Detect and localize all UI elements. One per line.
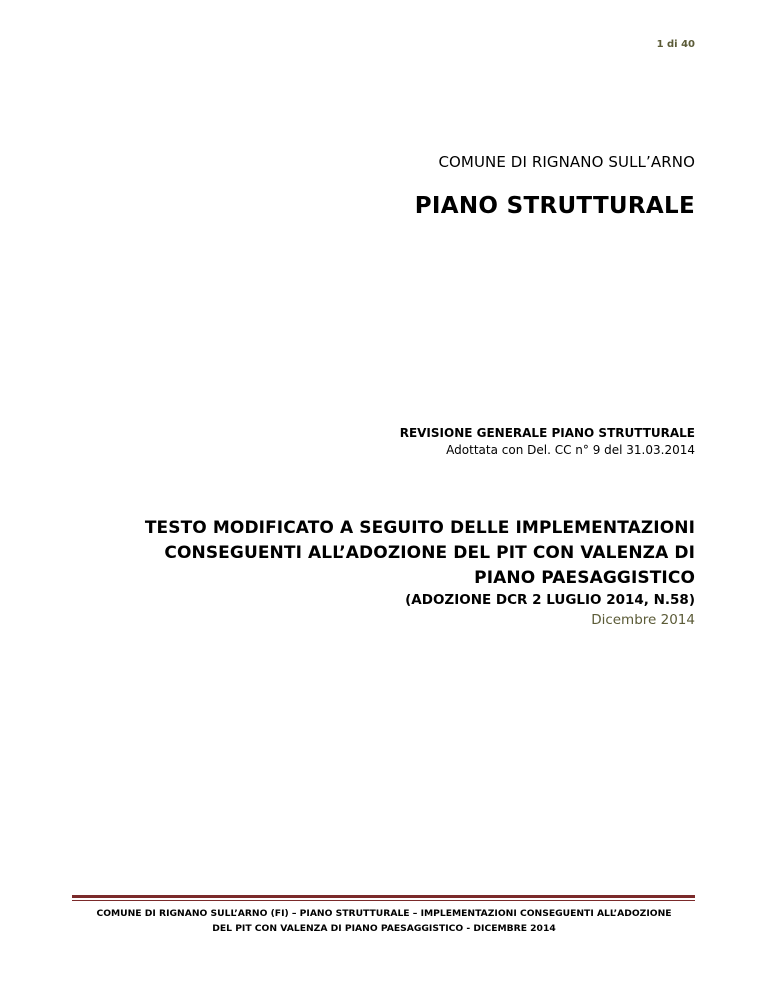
document-date: Dicembre 2014 <box>591 612 695 628</box>
modified-text-heading: TESTO MODIFICATO A SEGUITO DELLE IMPLEMENTAZIONI CONSEGUENTI ALL’ADOZIONE DEL PIT CON VALENZA DI PIANO PAESAGGISTICO <box>144 518 695 588</box>
footer-line-1: COMUNE DI RIGNANO SULL’ARNO (FI) – PIANO STRUTTURALE – IMPLEMENTAZIONI CONSEGUENTI ALL’ADOZIONE <box>96 908 672 919</box>
adoption-note: Adottata con Del. CC n° 9 del 31.03.2014 <box>446 443 695 457</box>
page-number: 1 di 40 <box>656 39 695 50</box>
footer-divider-thin <box>72 900 695 901</box>
footer-line-2: DEL PIT CON VALENZA DI PIANO PAESAGGISTICO - DICEMBRE 2014 <box>212 923 556 934</box>
adoption-dcr: (ADOZIONE DCR 2 LUGLIO 2014, N.58) <box>405 592 695 608</box>
municipality-name: COMUNE DI RIGNANO SULL’ARNO <box>438 153 695 171</box>
footer <box>60 906 708 936</box>
revision-title: REVISIONE GENERALE PIANO STRUTTURALE <box>399 426 695 440</box>
footer-divider-thick <box>72 895 695 898</box>
footer-divider <box>72 895 695 901</box>
document-title: PIANO STRUTTURALE <box>414 193 695 219</box>
